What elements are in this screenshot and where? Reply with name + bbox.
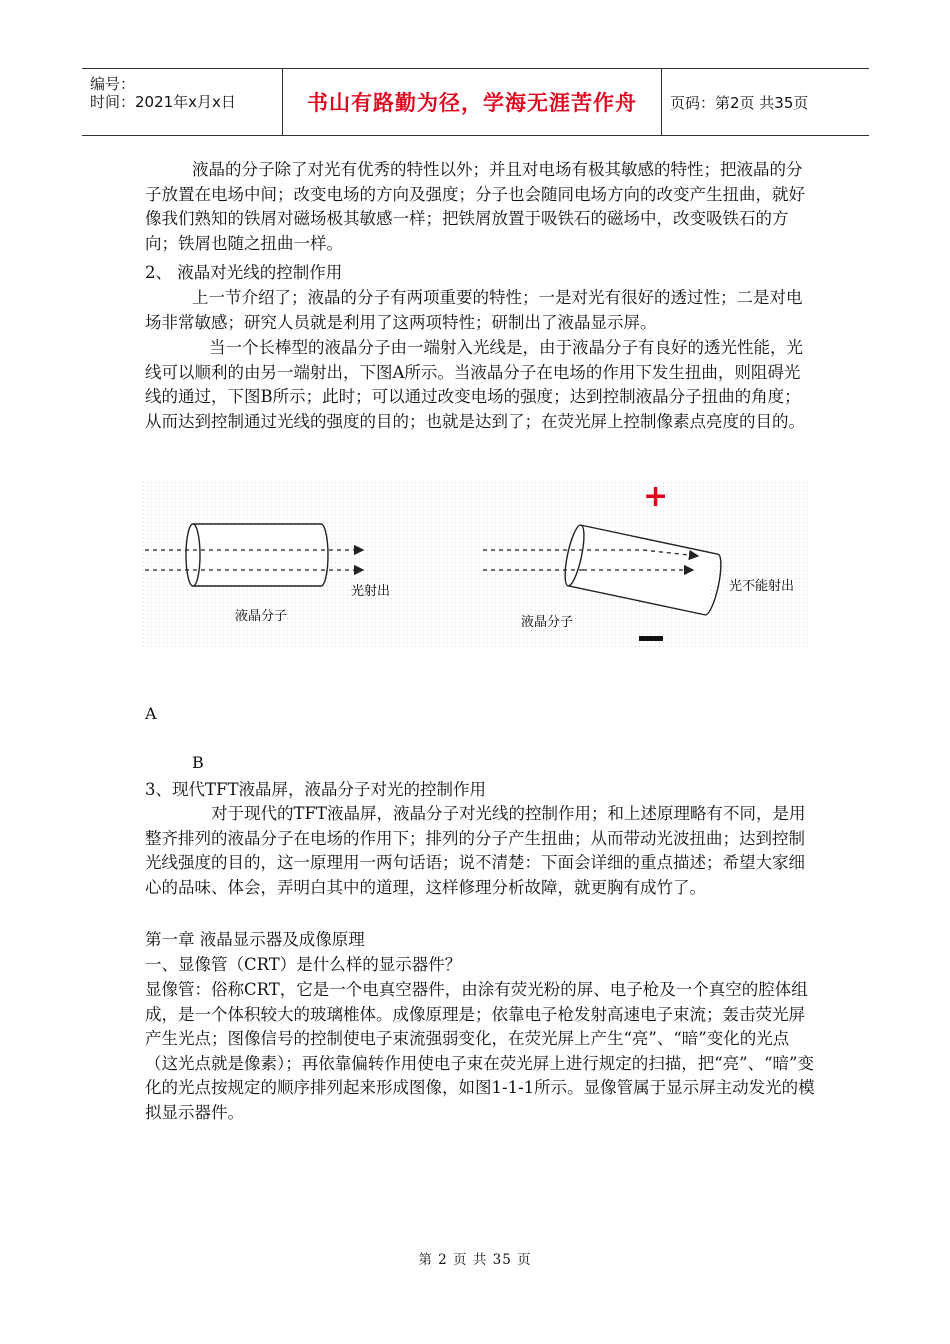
- figure-label-b: B: [192, 753, 204, 772]
- question-1: 一、显像管（CRT）是什么样的显示器件？: [145, 955, 462, 974]
- paragraph-1: 液晶的分子除了对光有优秀的特性以外；并且对电场有极其敏感的特性；把液晶的分子放置在电场中间；改变电场的方向及强度；分子也会随同电场方向的改变产生扭曲，就好像我们熟知的铁屑对磁场极其敏感一样；把铁屑放置于吸铁石的磁场中，改变吸铁石的方向；铁屑也随之扭曲一样。: [145, 160, 805, 253]
- molecule-a: [186, 524, 328, 586]
- page-info: 页码：第2页 共35页: [670, 93, 809, 112]
- page-footer: 第 2 页 共 35 页: [418, 1252, 532, 1268]
- minus-sign: −: [649, 634, 650, 635]
- paragraph-5: 显像管：俗称CRT，它是一个电真空器件，由涂有荧光粉的屏、电子枪及一个真空的腔体组成，是一个体积较大的玻璃椎体。成像原理是；依靠电子枪发射高速电子束流；轰击荧光屏产生光点；图像信号的控制使电子束流强弱变化，在荧光屏上产生“亮”、“暗”变化的光点（这光点就是像素）；再依靠偏转作用使电子束在荧光屏上进行规定的扫描，把“亮”、“暗”变化的光点按规定的顺序排列起来形成图像，如图1-1-1所示。显像管属于显示屏主动发光的模拟显示器件。: [145, 980, 815, 1122]
- chapter-title: 第一章 液晶显示器及成像原理: [145, 930, 365, 949]
- heading-3: 3、现代TFT液晶屏，液晶分子对光的控制作用: [145, 780, 486, 799]
- paragraph-2: 上一节介绍了；液晶的分子有两项重要的特性；一是对光有很好的透过性；二是对电场非常敏感；研究人员就是利用了这两项特性；研制出了液晶显示屏。: [145, 288, 803, 332]
- time-label: 时间：2021年x月x日: [90, 93, 236, 111]
- right-light-label: 光不能射出: [729, 579, 795, 594]
- paragraph-4: 对于现代的TFT液晶屏，液晶分子对光线的控制作用；和上述原理略有不同，是用整齐排列的液晶分子在电场的作用下；排列的分子产生扭曲；从而带动光波扭曲；达到控制光线强度的目的，这一原理用一两句话语；说不清楚：下面会详细的重点描述；希望大家细心的品味、体会，弄明白其中的道理，这样修理分析故障，就更胸有成竹了。: [145, 804, 806, 897]
- heading-2: 2、 液晶对光线的控制作用: [145, 263, 343, 282]
- right-molecule-label: 液晶分子: [521, 615, 574, 630]
- number-label: 编号：: [90, 75, 136, 93]
- minus-bar: [639, 636, 663, 641]
- plus-sign: +: [643, 479, 669, 514]
- lc-molecule-figure: [143, 470, 809, 660]
- figure-label-a: A: [145, 704, 157, 723]
- left-light-label: 光射出: [351, 584, 391, 599]
- motto: 书山有路勤为径，学海无涯苦作舟: [283, 69, 662, 135]
- left-molecule-label: 液晶分子: [235, 609, 288, 624]
- page-header: [82, 68, 869, 136]
- paragraph-3: 当一个长棒型的液晶分子由一端射入光线是，由于液晶分子有良好的透光性能，光线可以顺利的由另一端射出，下图A所示。当液晶分子在电场的作用下发生扭曲，则阻碍光线的通过，下图B所示；此时；可以通过改变电场的强度；达到控制液晶分子扭曲的角度；从而达到控制通过光线的强度的目的；也就是达到了；在荧光屏上控制像素点亮度的目的。: [145, 338, 805, 431]
- figure-svg: [143, 470, 809, 660]
- header-meta-cell: [82, 69, 283, 135]
